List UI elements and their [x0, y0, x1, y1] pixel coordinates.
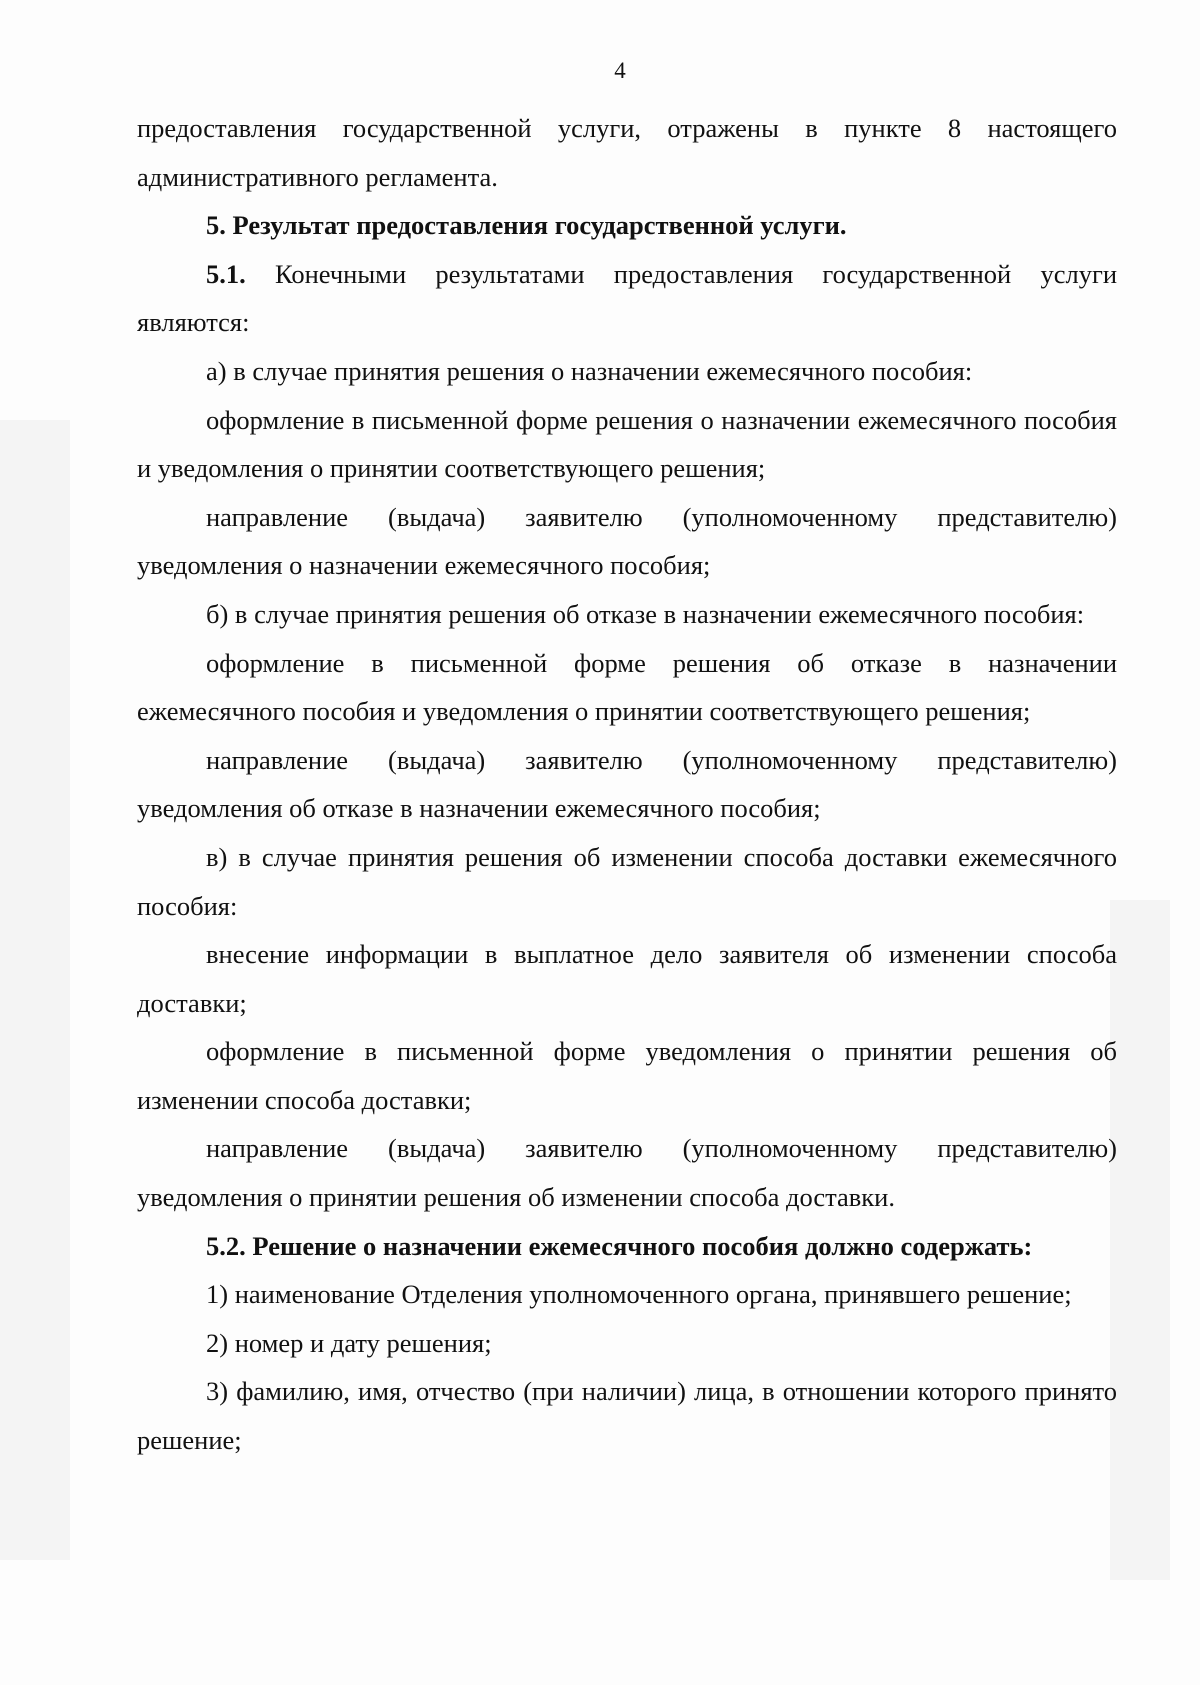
scan-noise: [0, 420, 70, 1560]
section-heading: 5.2. Решение о назначении ежемесячного пособия должно содержать:: [206, 1230, 1033, 1261]
paragraph: направление (выдача) заявителю (уполномоченному представителю) уведомления о назначении ежемесячного пособия;: [137, 501, 1117, 581]
paragraph-text: Конечными результатами предоставления государственной услуги являются:: [137, 258, 1117, 338]
paragraph: направление (выдача) заявителю (уполномоченному представителю) уведомления об отказе в назначении ежемесячного пособия;: [137, 744, 1117, 824]
paragraph: оформление в письменной форме уведомления о принятии решения об изменении способа доставки;: [137, 1036, 1117, 1115]
paragraph: б) в случае принятия решения об отказе в назначении ежемесячного пособия:: [206, 598, 1085, 629]
page-number: 4: [614, 58, 626, 83]
paragraph: в) в случае принятия решения об изменении способа доставки ежемесячного пособия:: [137, 841, 1117, 921]
document-body: [137, 104, 1117, 1465]
paragraph: [137, 250, 1117, 347]
paragraph: оформление в письменной форме решения о назначении ежемесячного пособия и уведомления о принятии соответствующего решения;: [137, 404, 1117, 484]
clause-number: 5.1.: [206, 258, 246, 289]
paragraph: 2) номер и дату решения;: [206, 1327, 492, 1358]
paragraph: 3) фамилию, имя, отчество (при наличии) лица, в отношении которого принято решение;: [137, 1376, 1117, 1456]
scan-noise: [1110, 900, 1170, 1580]
paragraph: предоставления государственной услуги, отражены в пункте 8 настоящего административного регламента.: [137, 113, 1117, 192]
paragraph: направление (выдача) заявителю (уполномоченному представителю) уведомления о принятии решения об изменении способа доставки.: [137, 1133, 1117, 1213]
paragraph: 1) наименование Отделения уполномоченного органа, принявшего решение;: [206, 1279, 1072, 1310]
paragraph: внесение информации в выплатное дело заявителя об изменении способа доставки;: [137, 939, 1117, 1018]
section-heading: 5. Результат предоставления государственной услуги.: [206, 210, 847, 241]
paragraph: а) в случае принятия решения о назначении ежемесячного пособия:: [206, 355, 973, 386]
paragraph: оформление в письменной форме решения об отказе в назначении ежемесячного пособия и уведомления о принятии соответствующего решения;: [137, 647, 1117, 727]
